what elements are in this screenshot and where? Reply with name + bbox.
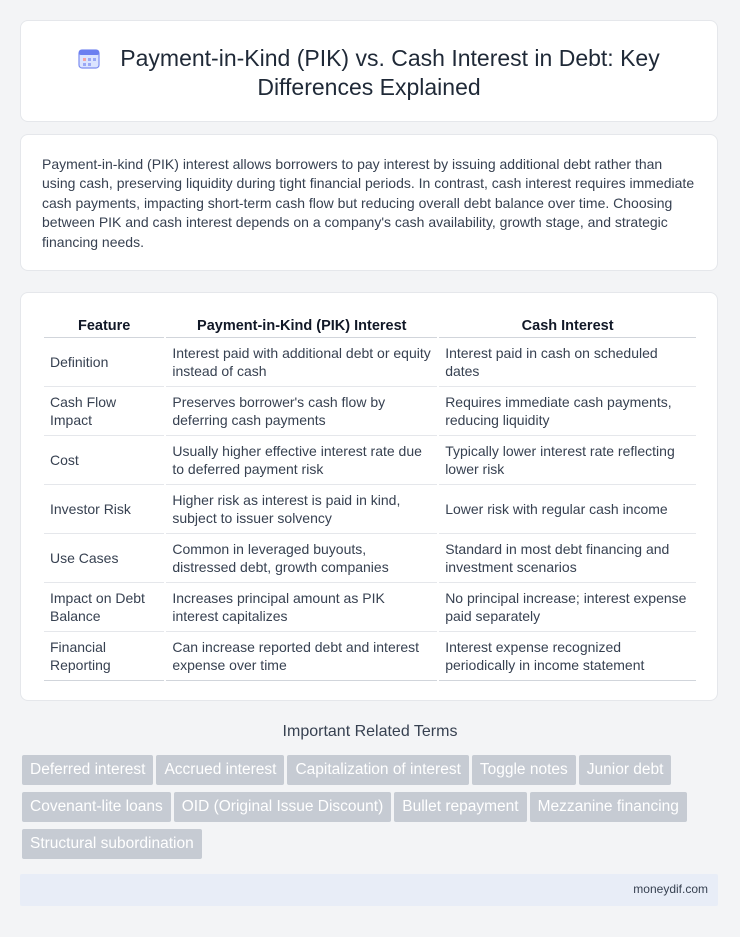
header-pik: Payment-in-Kind (PIK) Interest (166, 315, 437, 338)
pik-cell: Common in leveraged buyouts, distressed debt, growth companies (166, 534, 437, 583)
related-term-tag[interactable]: Capitalization of interest (287, 755, 468, 785)
footer (20, 874, 718, 906)
feature-cell: Cash Flow Impact (44, 387, 164, 436)
feature-cell: Definition (44, 338, 164, 387)
table-row (44, 436, 696, 485)
feature-cell: Investor Risk (44, 485, 164, 534)
pik-cell: Increases principal amount as PIK interest capitalizes (166, 583, 437, 632)
title-line-1: Payment-in-Kind (PIK) vs. Cash Interest in Debt: Key (120, 45, 660, 71)
pik-cell: Usually higher effective interest rate due to deferred payment risk (166, 436, 437, 485)
cash-cell: No principal increase; interest expense paid separately (439, 583, 696, 632)
related-term-tag[interactable]: Junior debt (579, 755, 672, 785)
header-feature: Feature (44, 315, 164, 338)
cash-cell: Standard in most debt financing and investment scenarios (439, 534, 696, 583)
related-term-tag[interactable]: Toggle notes (472, 755, 576, 785)
table-header-row (44, 315, 696, 338)
pik-cell: Preserves borrower's cash flow by deferring cash payments (166, 387, 437, 436)
header-cash: Cash Interest (439, 315, 696, 338)
related-terms-list (22, 755, 722, 866)
cash-cell: Requires immediate cash payments, reducing liquidity (439, 387, 696, 436)
table-row (44, 583, 696, 632)
cash-cell: Interest expense recognized periodically in income statement (439, 632, 696, 681)
table-row (44, 485, 696, 534)
related-terms-title: Important Related Terms (282, 723, 458, 740)
related-term-tag[interactable]: OID (Original Issue Discount) (174, 792, 392, 822)
feature-cell: Financial Reporting (44, 632, 164, 681)
related-term-tag[interactable]: Covenant-lite loans (22, 792, 171, 822)
cash-cell: Lower risk with regular cash income (439, 485, 696, 534)
feature-cell: Impact on Debt Balance (44, 583, 164, 632)
feature-cell: Use Cases (44, 534, 164, 583)
cash-cell: Interest paid in cash on scheduled dates (439, 338, 696, 387)
comparison-table-card (20, 292, 718, 701)
page-title (21, 44, 717, 102)
pik-cell: Higher risk as interest is paid in kind, subject to issuer solvency (166, 485, 437, 534)
comparison-table (42, 315, 698, 681)
title-line-2: Differences Explained (257, 74, 481, 100)
related-term-tag[interactable]: Accrued interest (156, 755, 284, 785)
intro-card (20, 134, 718, 271)
intro-paragraph: Payment-in-kind (PIK) interest allows borrowers to pay interest by issuing additional debt rather than using cash, preserving liquidity during tight financial periods. In contrast, cash interest requires immediate cash payments, impacting short-term cash flow but reducing overall debt balance over time. Choosing between PIK and cash interest depends on a company's cash availability, growth stage, and strategic financing needs. (42, 156, 695, 250)
table-row (44, 534, 696, 583)
related-term-tag[interactable]: Deferred interest (22, 755, 153, 785)
footer-site[interactable]: moneydif.com (633, 882, 708, 896)
title-card (20, 20, 718, 122)
feature-cell: Cost (44, 436, 164, 485)
table-row (44, 338, 696, 387)
cash-cell: Typically lower interest rate reflecting lower risk (439, 436, 696, 485)
table-row (44, 632, 696, 681)
related-term-tag[interactable]: Bullet repayment (394, 792, 526, 822)
pik-cell: Can increase reported debt and interest expense over time (166, 632, 437, 681)
pik-cell: Interest paid with additional debt or equity instead of cash (166, 338, 437, 387)
calendar-icon (78, 47, 100, 69)
table-row (44, 387, 696, 436)
related-term-tag[interactable]: Mezzanine financing (530, 792, 687, 822)
related-term-tag[interactable]: Structural subordination (22, 829, 202, 859)
